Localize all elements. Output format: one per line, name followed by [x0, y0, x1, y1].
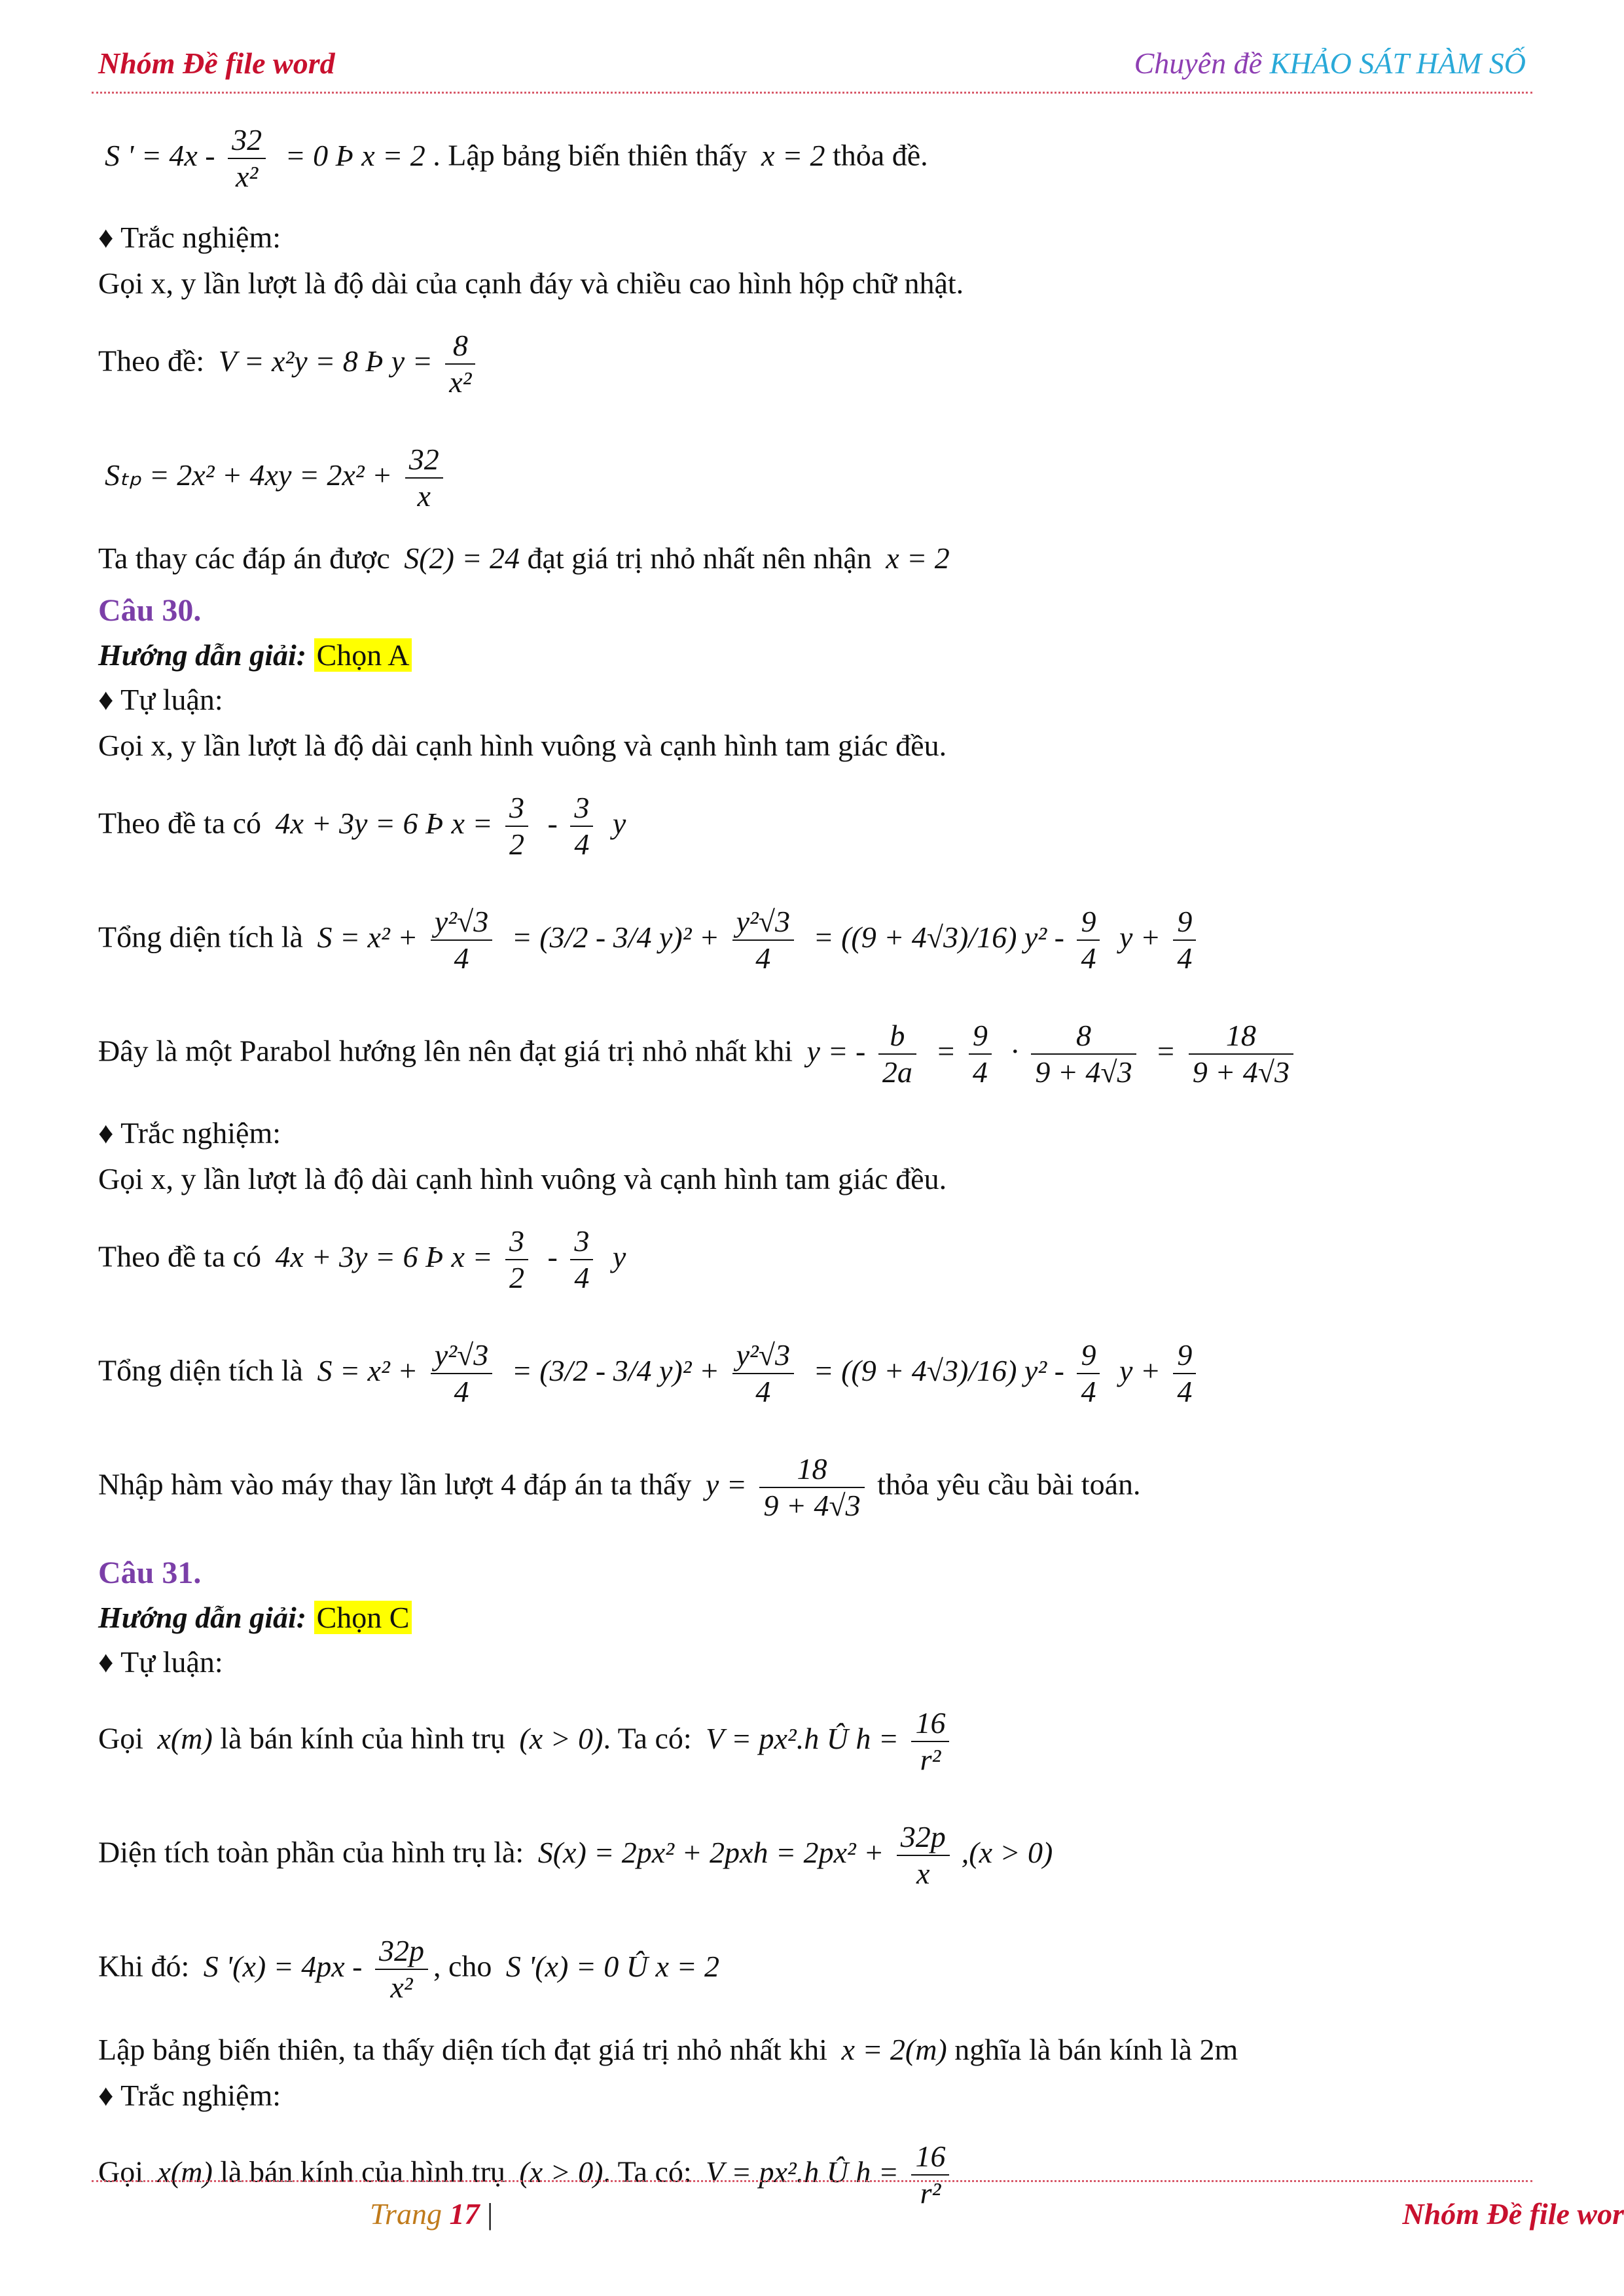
math-expr: (x > 0) — [519, 2155, 604, 2189]
fraction-den: 4 — [1177, 941, 1193, 975]
paragraph: Gọi x, y lần lượt là độ dài cạnh hình vuông và cạnh hình tam giác đều. — [98, 729, 947, 762]
math-expr: = ((9 + 4√3)/16) y² - — [813, 920, 1064, 954]
math-expr: = — [1155, 1034, 1176, 1068]
fraction-den: 9 + 4√3 — [1035, 1055, 1132, 1089]
bullet-trac-nghiem: ♦ Trắc nghiệm: — [98, 221, 281, 254]
cylinder-line-repeat — [98, 2118, 1525, 2232]
text: đạt giá trị nhỏ nhất nên nhận — [527, 541, 872, 575]
fraction-den: 4 — [574, 828, 590, 861]
math-expr: = — [935, 1034, 956, 1068]
math-expr: = (3/2 - 3/4 y)² + — [511, 1353, 720, 1387]
math-expr: S ' = 4x - — [105, 138, 215, 172]
fraction — [1173, 1338, 1196, 1410]
fraction — [1173, 904, 1196, 976]
question-title: Câu 31. — [98, 1556, 202, 1590]
math-expr: y — [612, 806, 626, 840]
bullet-tu-luan: ♦ Tự luận: — [98, 683, 223, 716]
fraction-num: 18 — [1189, 1018, 1293, 1055]
text: Ta thay các đáp án được — [98, 541, 390, 575]
page-number-value: 17 — [449, 2197, 480, 2231]
fraction-den: 9 + 4√3 — [1192, 1055, 1290, 1089]
fraction-num: 8 — [445, 328, 475, 365]
guide-label: Hướng dẫn giải: — [98, 638, 307, 672]
fraction-den: 4 — [454, 1375, 469, 1408]
fraction-num: 9 — [969, 1018, 992, 1055]
area-line — [98, 883, 1525, 997]
math-expr: x = 2 — [886, 541, 950, 575]
derivative-line — [98, 101, 1525, 215]
math-expr: y = - — [806, 1034, 866, 1068]
header-right-prefix: Chuyên đề — [1134, 46, 1270, 80]
math-expr: S '(x) = 0 Û x = 2 — [505, 1949, 719, 1983]
page-label: Trang — [370, 2197, 442, 2231]
header-right — [1134, 46, 1526, 81]
fraction-num: 32p — [897, 1819, 950, 1856]
text: thỏa yêu cầu bài toán. — [877, 1467, 1141, 1501]
fraction-den: 4 — [755, 941, 771, 975]
fraction-den: r² — [920, 1743, 941, 1776]
fraction-num: y²√3 — [732, 904, 794, 941]
math-expr: V = px².h Û h = — [706, 1721, 899, 1755]
fraction — [911, 1705, 949, 1777]
fraction-num: 32 — [228, 122, 266, 159]
text: thỏa đề. — [833, 138, 928, 172]
text: . Ta có: — [603, 1721, 692, 1755]
text: Diện tích toàn phần của hình trụ là: — [98, 1835, 524, 1869]
fraction-den: 4 — [972, 1055, 988, 1089]
math-expr: x = 2 — [761, 138, 825, 172]
constraint-line-repeat — [98, 1203, 1525, 1317]
math-expr: S(2) = 24 — [404, 541, 520, 575]
fraction — [878, 1018, 916, 1090]
fraction-num: 32p — [375, 1933, 428, 1970]
text: là bán kính của hình trụ — [220, 1721, 505, 1755]
math-expr: (x > 0) — [519, 1721, 604, 1755]
footer-separator: | — [486, 2197, 494, 2231]
page-content — [98, 101, 1525, 2232]
math-expr: S = x² + — [317, 920, 418, 954]
text: Tổng diện tích là — [98, 920, 303, 954]
fraction-num: 3 — [505, 790, 528, 827]
fraction — [1031, 1018, 1136, 1090]
parabola-line — [98, 997, 1525, 1111]
guide-line — [98, 1595, 1525, 1640]
math-expr: 4x + 3y = 6 Þ x = — [275, 1239, 493, 1273]
text: Khi đó: — [98, 1949, 190, 1983]
math-expr: ,(x > 0) — [961, 1835, 1053, 1869]
fraction-num: 32 — [405, 442, 443, 479]
fraction-num: y²√3 — [431, 904, 492, 941]
fraction-den: 2 — [509, 1261, 525, 1294]
fraction-num: 3 — [505, 1224, 528, 1260]
math-expr: y + — [1119, 1353, 1161, 1387]
calculator-line — [98, 1430, 1525, 1544]
fraction — [570, 1224, 593, 1296]
derivative-line-31 — [98, 1912, 1525, 2026]
fraction — [911, 2139, 949, 2211]
fraction — [1077, 1338, 1100, 1410]
bullet-trac-nghiem: ♦ Trắc nghiệm: — [98, 2079, 281, 2112]
answer-line — [98, 535, 1525, 582]
fraction-den: x — [916, 1857, 930, 1890]
math-expr: y + — [1119, 920, 1161, 954]
text: nghĩa là bán kính là 2m — [954, 2033, 1238, 2066]
fraction — [505, 1224, 528, 1296]
math-expr: = 0 Þ x = 2 — [285, 138, 425, 172]
math-expr: · — [1011, 1034, 1019, 1068]
fraction — [759, 1451, 864, 1523]
footer-right: Nhóm Đề file wor — [1402, 2197, 1624, 2231]
fraction-num: b — [878, 1018, 916, 1055]
question-title: Câu 30. — [98, 593, 202, 628]
header-rule — [92, 92, 1532, 94]
fraction-num: 16 — [911, 2139, 949, 2176]
fraction-den: 4 — [454, 941, 469, 975]
fraction — [505, 790, 528, 862]
fraction-num: 16 — [911, 1705, 949, 1742]
fraction-den: x² — [449, 365, 472, 399]
fraction-num: 9 — [1077, 904, 1100, 941]
conclusion-line — [98, 2026, 1525, 2073]
bullet-tu-luan: ♦ Tự luận: — [98, 1645, 223, 1679]
math-expr: Sₜₚ = 2x² + 4xy = 2x² + — [105, 458, 393, 492]
fraction — [405, 442, 443, 514]
text: là bán kính của hình trụ — [220, 2155, 505, 2189]
choice-highlight: Chọn A — [314, 638, 412, 672]
fraction-den: 4 — [1081, 941, 1096, 975]
fraction-num: 9 — [1173, 1338, 1196, 1374]
math-expr: x(m) — [157, 1721, 213, 1755]
math-expr: S '(x) = 4px - — [203, 1949, 363, 1983]
text: . Ta có: — [603, 2155, 692, 2189]
paragraph: Gọi x, y lần lượt là độ dài của cạnh đáy và chiều cao hình hộp chữ nhật. — [98, 266, 964, 300]
fraction — [445, 328, 475, 400]
fraction-den: 4 — [1177, 1375, 1193, 1408]
fraction — [1189, 1018, 1293, 1090]
fraction-den: 4 — [755, 1375, 771, 1408]
text: Đây là một Parabol hướng lên nên đạt giá trị nhỏ nhất khi — [98, 1034, 793, 1068]
volume-line — [98, 307, 1525, 421]
text: Nhập hàm vào máy thay lần lượt 4 đáp án ta thấy — [98, 1467, 692, 1501]
fraction-den: 4 — [574, 1261, 590, 1294]
text: Tổng diện tích là — [98, 1353, 303, 1387]
math-expr: = ((9 + 4√3)/16) y² - — [813, 1353, 1064, 1387]
fraction-den: 9 + 4√3 — [763, 1489, 861, 1522]
fraction — [228, 122, 266, 194]
guide-line — [98, 633, 1525, 678]
text: Lập bảng biến thiên, ta thấy diện tích đạt giá trị nhỏ nhất khi — [98, 2033, 827, 2066]
surface-line — [98, 421, 1525, 535]
math-expr: V = x²y = 8 Þ y = — [218, 344, 433, 378]
page-number — [370, 2196, 493, 2231]
fraction-den: x — [417, 479, 431, 513]
fraction-den: x² — [390, 1971, 413, 2004]
text: Theo đề ta có — [98, 806, 262, 840]
math-expr: x(m) — [157, 2155, 213, 2189]
fraction-num: y²√3 — [431, 1338, 492, 1374]
text: , cho — [433, 1949, 492, 1983]
fraction-num: 3 — [570, 1224, 593, 1260]
math-expr: y — [612, 1239, 626, 1273]
bullet-trac-nghiem: ♦ Trắc nghiệm: — [98, 1116, 281, 1150]
math-expr: = (3/2 - 3/4 y)² + — [511, 920, 720, 954]
fraction — [969, 1018, 992, 1090]
cylinder-line — [98, 1685, 1525, 1798]
text: Theo đề ta có — [98, 1239, 262, 1273]
guide-label: Hướng dẫn giải: — [98, 1601, 307, 1634]
text: Gọi — [98, 2155, 143, 2189]
fraction-den: 2 — [509, 828, 525, 861]
math-expr: x = 2(m) — [841, 2033, 947, 2066]
header-left: Nhóm Đề file word — [98, 46, 335, 80]
fraction — [732, 904, 794, 976]
text: Theo đề: — [98, 344, 205, 378]
footer-rule — [92, 2180, 1532, 2182]
area-line-repeat — [98, 1317, 1525, 1430]
math-expr: y = — [705, 1467, 747, 1501]
text: Gọi — [98, 1721, 143, 1755]
fraction-num: 3 — [570, 790, 593, 827]
fraction-num: 8 — [1031, 1018, 1136, 1055]
text: . Lập bảng biến thiên thấy — [433, 138, 748, 172]
fraction-den: r² — [920, 2176, 941, 2210]
fraction-num: 9 — [1173, 904, 1196, 941]
choice-highlight: Chọn C — [314, 1601, 412, 1634]
fraction — [570, 790, 593, 862]
fraction-num: 9 — [1077, 1338, 1100, 1374]
math-expr: - — [547, 1239, 558, 1273]
fraction-den: x² — [236, 160, 259, 193]
math-expr: V = px².h Û h = — [706, 2155, 899, 2189]
header-right-accent: KHẢO SÁT HÀM SỐ — [1269, 46, 1526, 80]
fraction — [897, 1819, 950, 1891]
fraction-den: 2a — [882, 1055, 912, 1089]
fraction-num: 18 — [759, 1451, 864, 1488]
constraint-line — [98, 769, 1525, 883]
math-expr: S(x) = 2px² + 2pxh = 2px² + — [537, 1835, 884, 1869]
total-area-line — [98, 1798, 1525, 1912]
math-expr: S = x² + — [317, 1353, 418, 1387]
fraction — [431, 1338, 492, 1410]
math-expr: 4x + 3y = 6 Þ x = — [275, 806, 493, 840]
paragraph: Gọi x, y lần lượt là độ dài cạnh hình vuông và cạnh hình tam giác đều. — [98, 1162, 947, 1195]
fraction — [375, 1933, 428, 2005]
fraction-den: 4 — [1081, 1375, 1096, 1408]
fraction — [1077, 904, 1100, 976]
fraction — [431, 904, 492, 976]
fraction — [732, 1338, 794, 1410]
math-expr: - — [547, 806, 558, 840]
fraction-num: y²√3 — [732, 1338, 794, 1374]
